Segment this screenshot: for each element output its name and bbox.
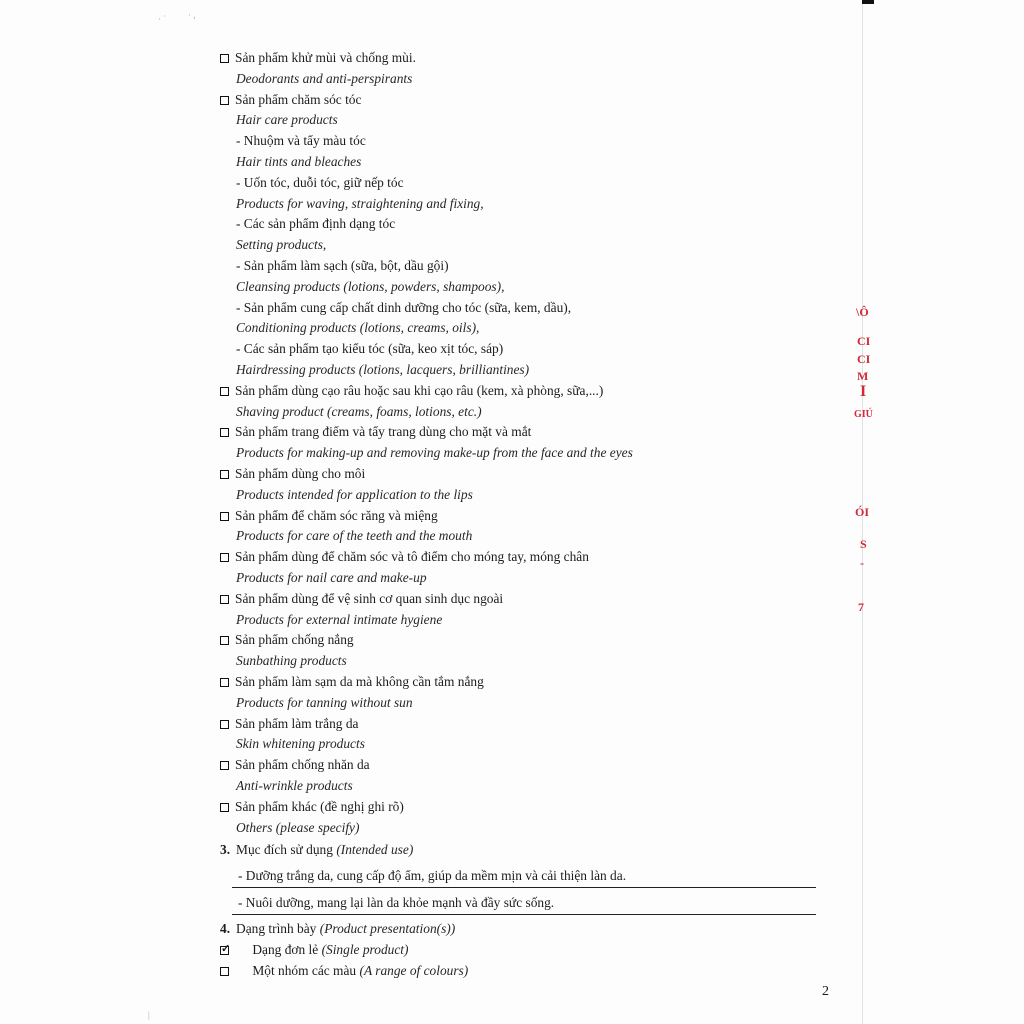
- checkbox[interactable]: [220, 387, 229, 396]
- answer-underline: [232, 887, 816, 888]
- stamp-fragment: CI: [857, 352, 871, 366]
- category-label: Sản phẩm khác (đề nghị ghi rõ): [220, 799, 404, 815]
- sub-category-label: - Nhuộm và tẩy màu tóc: [236, 133, 366, 149]
- checkbox[interactable]: [220, 512, 229, 521]
- checkbox[interactable]: [220, 428, 229, 437]
- checkbox[interactable]: [220, 470, 229, 479]
- category-label: Sản phẩm chống nắng: [220, 632, 354, 648]
- stamp-fragment: \Ô: [856, 305, 869, 319]
- presentation-option-single: ✓ Dạng đơn lẻ (Single product): [220, 942, 408, 958]
- checkbox[interactable]: [220, 595, 229, 604]
- checkbox[interactable]: [220, 761, 229, 770]
- stamp-fragment: ÓI: [855, 505, 870, 519]
- category-label-english: Hair tints and bleaches: [236, 154, 362, 169]
- category-label-english: Products for care of the teeth and the mouth: [236, 528, 473, 544]
- category-label-english: Hairdressing products (lotions, lacquers, brilliantines): [236, 362, 530, 377]
- category-label-english: Cleansing products (lotions, powders, shampoos),: [236, 278, 505, 294]
- category-label: Sản phẩm chăm sóc tóc: [220, 92, 361, 108]
- category-label-english: Shaving product (creams, foams, lotions, etc.): [236, 403, 482, 419]
- category-label-english: Hair care products: [236, 112, 338, 128]
- scan-speck: · ˙: [158, 14, 167, 24]
- stamp-fragment: I: [860, 383, 867, 400]
- checkbox[interactable]: [220, 678, 229, 687]
- edge-mark: [862, 0, 874, 4]
- sub-category-label: - Sản phẩm làm sạch (sữa, bột, dầu gội): [236, 258, 449, 273]
- checkbox[interactable]: [220, 54, 229, 63]
- category-label: Sản phẩm làm sạm da mà không cần tắm nắng: [220, 674, 484, 690]
- category-label: Sản phẩm dùng cho môi: [220, 466, 365, 482]
- presentation-option-range: Một nhóm các màu (A range of colours): [220, 963, 468, 979]
- category-label-english: Others (please specify): [236, 819, 360, 835]
- category-label-english: Skin whitening products: [236, 736, 365, 752]
- category-label-english: Anti-wrinkle products: [236, 778, 353, 793]
- answer-underline: [232, 914, 816, 915]
- page-number: 2: [822, 984, 829, 999]
- category-label-english: Sunbathing products: [236, 653, 347, 669]
- stamp-fragment: GIÚ: [854, 409, 873, 420]
- section-3-heading: 3. Mục đích sử dụng (Intended use): [220, 842, 414, 857]
- intended-use-line-2: - Nuôi dưỡng, mang lại làn da khỏe mạnh và đầy sức sống.: [238, 895, 555, 910]
- section-4-heading: 4. Dạng trình bày (Product presentation(s)): [220, 921, 456, 936]
- category-label-english: Products for waving, straightening and fixing,: [236, 195, 484, 211]
- category-label: Sản phẩm trang điểm và tẩy trang dùng cho mặt và mắt: [220, 424, 531, 440]
- stamp-fragment: S: [860, 537, 867, 551]
- sub-category-label: - Sản phẩm cung cấp chất dinh dưỡng cho tóc (sữa, kem, dầu),: [236, 299, 572, 315]
- intended-use-line-1: - Dưỡng trắng da, cung cấp độ ẩm, giúp da mềm mịn và cải thiện làn da.: [238, 868, 627, 883]
- category-label: Sản phẩm khử mùi và chống mùi.: [220, 50, 416, 66]
- category-label-english: Deodorants and anti-perspirants: [236, 70, 413, 86]
- stamp-fragment: CI: [857, 334, 871, 348]
- sub-category-label: - Uốn tóc, duỗi tóc, giữ nếp tóc: [236, 174, 404, 190]
- stamp-fragment: M: [857, 369, 869, 383]
- category-label-english: Products intended for application to the lips: [236, 486, 473, 502]
- category-label-english: Conditioning products (lotions, creams, oils),: [236, 320, 480, 336]
- category-label: Sản phẩm để chăm sóc răng và miệng: [220, 508, 438, 524]
- sub-category-label: - Các sản phẩm định dạng tóc: [236, 216, 396, 232]
- category-label: Sản phẩm làm trắng da: [220, 716, 358, 732]
- checkbox[interactable]: [220, 967, 229, 976]
- stamp-fragment: 7: [858, 600, 864, 614]
- category-label: Sản phẩm chống nhăn da: [220, 757, 370, 773]
- category-label-english: Products for tanning without sun: [236, 694, 413, 710]
- category-label-english: Products for external intimate hygiene: [236, 611, 443, 627]
- category-label-english: Setting products,: [236, 237, 327, 253]
- scan-speck: · ,: [188, 10, 196, 20]
- stamp-fragment: -: [860, 556, 864, 570]
- category-label-english: Products for nail care and make-up: [236, 570, 427, 585]
- checkbox[interactable]: [220, 636, 229, 645]
- checked-checkbox[interactable]: [220, 946, 229, 955]
- category-label: Sản phẩm dùng cạo râu hoặc sau khi cạo râu (kem, xà phòng, sữa,...): [220, 383, 603, 399]
- sub-category-label: - Các sản phẩm tạo kiểu tóc (sữa, keo xịt tóc, sáp): [236, 341, 504, 357]
- checkbox[interactable]: [220, 96, 229, 105]
- category-label: Sản phẩm dùng để chăm sóc và tô điểm cho móng tay, móng chân: [220, 549, 589, 565]
- scan-speck: |: [148, 1010, 150, 1020]
- category-label: Sản phẩm dùng để vệ sinh cơ quan sinh dục ngoài: [220, 591, 503, 607]
- category-label-english: Products for making-up and removing make-up from the face and the eyes: [236, 445, 633, 461]
- checkbox[interactable]: [220, 720, 229, 729]
- checkbox[interactable]: [220, 553, 229, 562]
- checkbox[interactable]: [220, 803, 229, 812]
